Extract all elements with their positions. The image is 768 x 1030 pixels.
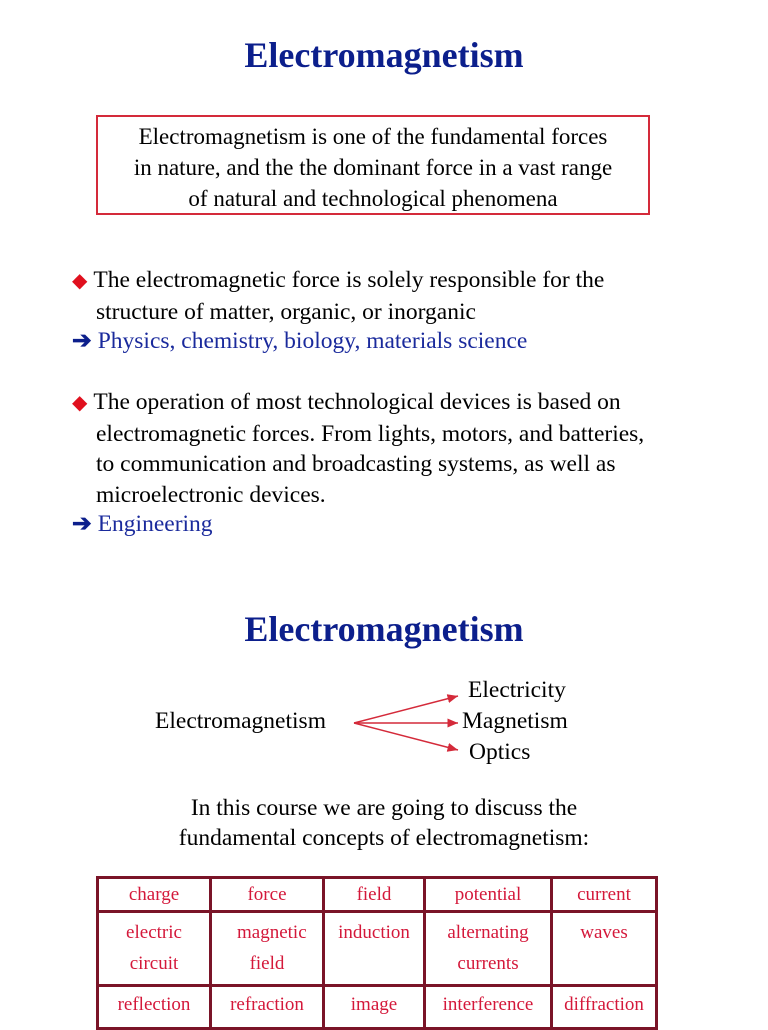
course-line: In this course we are going to discuss the <box>190 795 578 821</box>
arrow-note-sciences <box>72 326 527 355</box>
bullet-text: structure of matter, organic, or inorganic <box>96 298 476 325</box>
topics-table <box>96 876 658 1030</box>
table-cell: refraction <box>211 986 324 1029</box>
section-title: Electromagnetism <box>244 609 524 649</box>
bullet-text: microelectronic devices. <box>96 481 326 508</box>
diagram-root-label: Electromagnetism <box>155 708 326 734</box>
right-arrow-icon: ➔ <box>72 328 92 354</box>
diamond-bullet-icon: ◆ <box>72 270 88 292</box>
bullet-text: to communication and broadcasting systems, as well as <box>96 451 616 477</box>
bullet-text: The electromagnetic force is solely responsible for the <box>93 267 605 293</box>
intro-line: of natural and technological phenomena <box>188 186 558 211</box>
table-row <box>98 912 657 986</box>
table-cell: reflection <box>98 986 211 1029</box>
table-cell: force <box>211 878 324 912</box>
table-cell: magnetic field <box>211 912 324 986</box>
table-row <box>98 986 657 1029</box>
intro-line: in nature, and the the dominant force in a vast range <box>133 155 613 180</box>
bullet-text: The operation of most technological devices is based on <box>93 389 621 415</box>
diagram-branch-optics: Optics <box>469 739 531 765</box>
page-title: Electromagnetism <box>244 35 524 75</box>
arrow-note-text: Physics, chemistry, biology, materials science <box>97 328 528 354</box>
arrow-to-optics <box>354 723 458 750</box>
diagram-branch-magnetism: Magnetism <box>462 708 568 734</box>
course-intro <box>0 793 768 853</box>
diamond-bullet-icon: ◆ <box>72 392 88 414</box>
table-cell: field <box>324 878 425 912</box>
right-arrow-icon: ➔ <box>72 511 92 537</box>
arrow-note-engineering <box>72 509 213 538</box>
arrow-note-text: Engineering <box>97 511 213 537</box>
table-cell: current <box>552 878 657 912</box>
course-line: fundamental concepts of electromagnetism: <box>178 825 590 851</box>
table-cell: potential <box>425 878 552 912</box>
table-cell: electric circuit <box>98 912 211 986</box>
table-cell: charge <box>98 878 211 912</box>
diagram-branch-electricity: Electricity <box>468 677 566 703</box>
table-cell: interference <box>425 986 552 1029</box>
bullet-text: electromagnetic forces. From lights, motors, and batteries, <box>96 420 645 447</box>
table-cell: diffraction <box>552 986 657 1029</box>
bullet-technological-devices <box>72 387 732 510</box>
intro-box <box>96 115 650 215</box>
table-cell: waves <box>552 912 657 986</box>
intro-line: Electromagnetism is one of the fundamental forces <box>138 124 608 149</box>
arrow-to-electricity <box>354 696 458 723</box>
table-cell: induction <box>324 912 425 986</box>
table-row <box>98 878 657 912</box>
table-cell: alternating currents <box>425 912 552 986</box>
table-cell: image <box>324 986 425 1029</box>
bullet-structure-of-matter <box>72 265 732 327</box>
branch-arrows <box>350 690 465 758</box>
